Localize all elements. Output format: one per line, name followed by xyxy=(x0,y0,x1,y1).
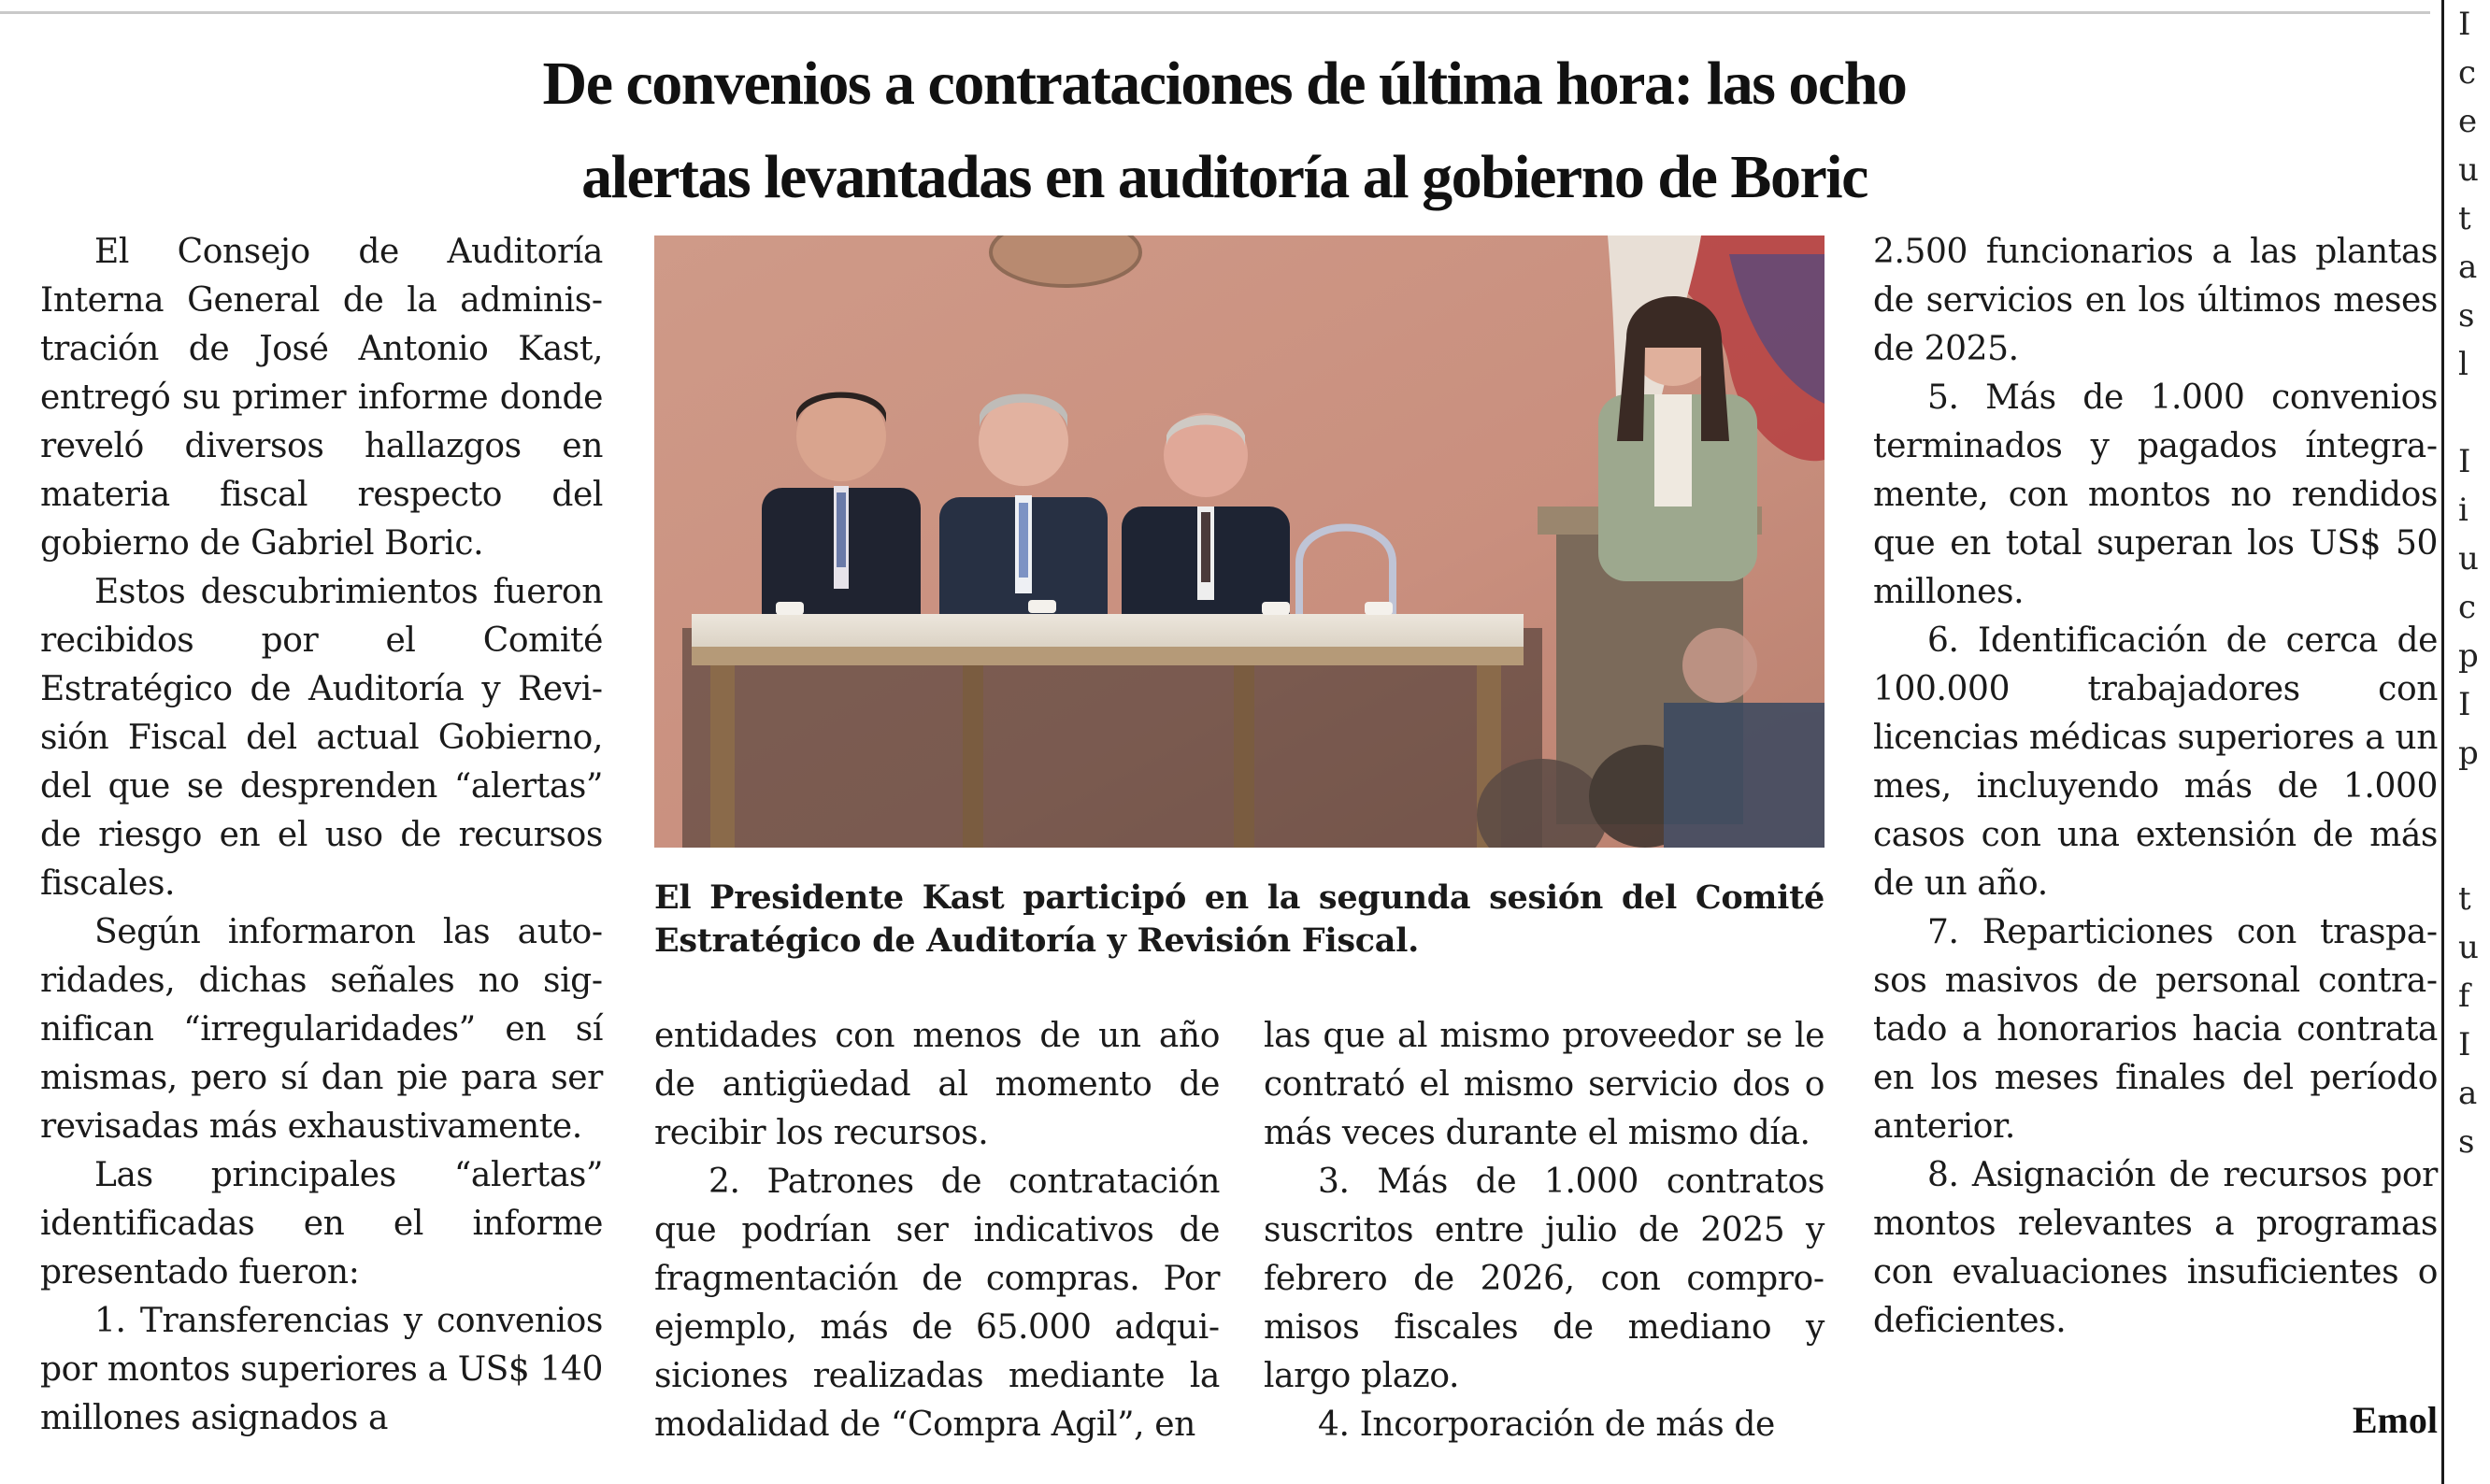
edge-letter: t xyxy=(2458,200,2471,237)
paragraph: 5. Más de 1.000 convenios terminados y pagados íntegramente, con montos no rendidos que en total superan los US$ 50 millones. xyxy=(1873,378,2438,611)
edge-letter: e xyxy=(2458,103,2478,140)
paragraph: Estos descubrimientos fueron recibidos por el Comité Estratégico de Auditoría y Revisión Fiscal del actual Gobierno, del que se desprenden “alertas” de riesgo en el uso de recursos fiscales. xyxy=(40,573,603,903)
edge-letter: I xyxy=(2458,6,2471,43)
edge-letter: I xyxy=(2458,443,2471,480)
paragraph: 6. Identificación de cerca de 100.000 trabajadores con licencias médicas superiores a un mes, incluyendo más de 1.000 casos con una extensión de más de un año. xyxy=(1873,621,2438,903)
article-column-2 xyxy=(654,1012,1220,1449)
photo-caption: El Presidente Kast participó en la segunda sesión del Comité Estratégico de Auditoría y Revisión Fiscal. xyxy=(654,878,1825,960)
article-column-3 xyxy=(1264,1012,1825,1449)
headline-line-1: De convenios a contrataciones de última hora: las ocho xyxy=(542,50,1907,118)
headline-line-2: alertas levantadas en auditoría al gobierno de Boric xyxy=(581,143,1868,211)
article-column-1 xyxy=(40,228,603,1443)
edge-letter: u xyxy=(2458,929,2479,966)
paragraph: 1. Transferencias y convenios por montos superiores a US$ 140 millones asignados a xyxy=(40,1302,603,1437)
paragraph: Las principales “alertas” identificadas en el informe presentado fueron: xyxy=(40,1156,603,1291)
edge-letter: t xyxy=(2458,880,2471,918)
photo-illustration xyxy=(654,235,1825,848)
edge-letter: I xyxy=(2458,686,2471,723)
edge-letter xyxy=(2458,826,2490,875)
edge-letter: u xyxy=(2458,151,2479,189)
top-rule xyxy=(0,11,2430,14)
paragraph: El Consejo de Auditoría Interna General de la administración de José Antonio Kast, entregó su primer informe donde reveló diversos hallazgos en materia fiscal respecto del gobierno de Gabriel Boric. xyxy=(40,233,603,563)
paragraph: las que al mismo proveedor se le contrató el mismo servicio dos o más veces durante el mismo día. xyxy=(1264,1017,1825,1152)
edge-letter xyxy=(2458,778,2490,826)
paragraph: 3. Más de 1.000 contratos suscritos entre julio de 2025 y febrero de 2026, con compromisos fiscales de mediano y largo plazo. xyxy=(1264,1163,1825,1395)
edge-letter: p xyxy=(2458,637,2479,675)
edge-letter: i xyxy=(2458,492,2469,529)
edge-letter: f xyxy=(2458,977,2470,1015)
column-divider xyxy=(2441,0,2444,1484)
paragraph: 2.500 funcionarios a las plantas de servicios en los últimos meses de 2025. xyxy=(1873,233,2438,368)
paragraph: 2. Patrones de contratación que podrían ser indicativos de fragmentación de compras. Por ejemplo, más de 65.000 adquisiciones realizadas mediante la modalidad de “Compra Agil”, en xyxy=(654,1163,1220,1444)
edge-letter: p xyxy=(2458,735,2479,772)
adjacent-column-fragment xyxy=(2458,0,2490,1166)
edge-letter: s xyxy=(2458,297,2475,335)
paragraph: 7. Reparticiones con traspasos masivos de personal contratado a honorarios hacia contrata en los meses finales del período anterior. xyxy=(1873,913,2438,1146)
edge-letter: a xyxy=(2458,249,2478,286)
paragraph: 8. Asignación de recursos por montos relevantes a programas con evaluaciones insuficientes o deficientes. xyxy=(1873,1156,2438,1340)
paragraph: 4. Incorporación de más de xyxy=(1318,1406,1775,1444)
edge-letter: s xyxy=(2458,1123,2475,1161)
paragraph: entidades con menos de un año de antigüedad al momento de recibir los recursos. xyxy=(654,1017,1220,1152)
article-headline xyxy=(280,37,2168,224)
edge-letter: a xyxy=(2458,1075,2478,1112)
paragraph: Según informaron las autoridades, dichas señales no significan “irregularidades” en sí mismas, pero sí dan pie para ser revisadas más exhaustivamente. xyxy=(40,913,603,1146)
edge-letter xyxy=(2458,389,2490,437)
edge-letter: c xyxy=(2458,54,2477,92)
edge-letter: I xyxy=(2458,1026,2471,1063)
edge-letter: l xyxy=(2458,346,2469,383)
edge-letter: c xyxy=(2458,589,2477,626)
article-column-4 xyxy=(1873,228,2438,1346)
news-photo xyxy=(654,235,1825,848)
edge-letter: u xyxy=(2458,540,2479,578)
byline: Emol xyxy=(2352,1399,2438,1441)
